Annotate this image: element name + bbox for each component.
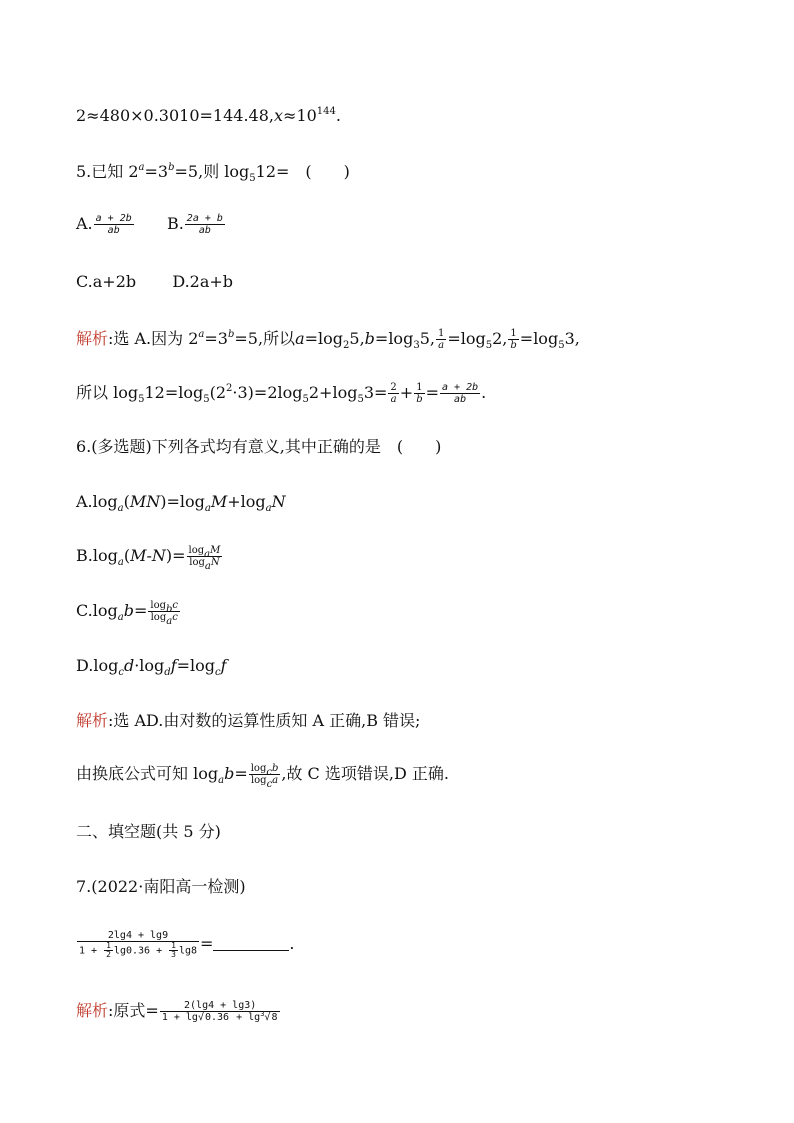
den: a (390, 394, 397, 405)
q6-option-a: $A.\log_a(MN)=\log_aM+\log_aN$ (76, 492, 286, 514)
num: 1 (414, 382, 424, 394)
section-heading: 二、填空题(共 5 分) (76, 822, 221, 841)
exponent: 144 (316, 106, 336, 117)
num: 1 (437, 328, 445, 339)
den: b (416, 394, 423, 405)
answer-blank[interactable] (213, 936, 289, 951)
fraction (414, 382, 424, 405)
exp-b: b (168, 162, 175, 173)
den-part: lg0.36 + (113, 945, 169, 957)
fraction (388, 382, 398, 405)
var: M (210, 492, 228, 511)
sub: a (265, 503, 272, 514)
var: d (123, 656, 135, 675)
sqrt-content: 0.36 (204, 1012, 230, 1023)
num: $\log_cb$ (250, 763, 279, 778)
solution-7 (76, 1000, 281, 1023)
den: $\log_ac$ (150, 612, 178, 627)
sol-text: 2, (492, 329, 508, 348)
num: $\log_aM$ (188, 545, 221, 560)
option-d: D.2a+b (172, 272, 234, 291)
equals: = (200, 934, 214, 953)
den-part: 1 + (79, 945, 104, 957)
numerator: 2a + b (186, 213, 223, 224)
sol-text: =log (447, 329, 486, 348)
sub: c (215, 667, 221, 678)
sol-text: (2 (209, 383, 227, 402)
exp-a: a (138, 162, 145, 173)
var-x: x (274, 106, 284, 125)
sub: 5 (203, 394, 210, 405)
fraction (440, 382, 480, 405)
var: M (130, 546, 147, 565)
sol-text: 所以 log (76, 383, 139, 402)
num: a + 2b (442, 382, 479, 393)
sub: 5 (357, 394, 364, 405)
sol-text: :选 A.因为 2 (108, 329, 199, 348)
sol-text: :原式= (108, 1001, 159, 1020)
sol-text: + (399, 383, 414, 402)
den (77, 942, 199, 959)
sub: a (117, 503, 124, 514)
var: b (224, 764, 235, 783)
option-a-fraction (94, 213, 134, 236)
solution-5-line-2 (76, 382, 486, 405)
sub: 3 (413, 340, 420, 351)
sub: 2 (343, 340, 350, 351)
sol-text: 3, (564, 329, 580, 348)
sol-text: 5, (419, 329, 435, 348)
sub: c (118, 667, 124, 678)
options-cd (76, 272, 233, 292)
fraction (249, 763, 281, 790)
var: f (170, 656, 177, 675)
opt-text: B.log (76, 546, 118, 565)
jiexi-label: 解析 (76, 329, 109, 348)
log-base: 5 (249, 173, 256, 184)
num: 1 (508, 328, 518, 340)
sub: 5 (138, 394, 145, 405)
var: a (295, 329, 305, 348)
den-part: 1 + lg (161, 1012, 198, 1023)
den: ab (454, 394, 467, 405)
den: a (438, 340, 445, 351)
q5-text: =5,则 log (174, 162, 250, 181)
sub: d (164, 667, 171, 678)
sol-text: ,故 C 选项错误,D 正确. (281, 764, 449, 783)
sol-text: :选 AD.由对数的运算性质知 A 正确,B 错误; (108, 711, 421, 730)
jiexi-label: 解析 (76, 1001, 109, 1020)
period: . (335, 106, 341, 125)
opt-text: A.log (76, 492, 118, 511)
question-7: 7.(2022·南阳高一检测) (76, 877, 246, 896)
solution-6-line-2: 由换底公式可知 $\log_ab=$ $\frac{\log_cb}{\log_ca}$ ,故 C 选项错误,D 正确. (76, 763, 449, 790)
solution-6-line-1 (76, 711, 420, 731)
sol7-fraction (160, 1000, 281, 1023)
var: N (271, 492, 286, 511)
q6-option-d: $D.\log_cd\cdot\log_df=\log_cf$ (76, 656, 227, 678)
exp: b (227, 329, 235, 340)
sol-text: =log (304, 329, 344, 348)
sol-text: =3 (204, 329, 228, 348)
sol-text: = (425, 383, 440, 402)
question-6: 6.(多选题)下列各式均有意义,其中正确的是 ( ) (76, 437, 442, 456)
sub: 5 (485, 340, 493, 351)
sub: 5 (558, 340, 565, 351)
sol-text: 由换底公式可知 log (76, 764, 219, 783)
sol-text: 12=log (144, 383, 204, 402)
q6-option-c: $C.\log_ab=$ $\frac{\log_bc}{\log_ac}$ (76, 600, 179, 627)
question-5 (76, 162, 350, 182)
option-a-label: A. (76, 214, 93, 233)
q7-fraction (77, 930, 199, 959)
opt-text: C.log (76, 601, 118, 620)
opt-text: D.log (76, 656, 119, 675)
sol-text: 3= (363, 383, 388, 402)
sub: 5 (302, 394, 309, 405)
den: $1 + \lg√0.36 + \lg^3√8$ (161, 1010, 278, 1023)
exp: a (198, 329, 205, 340)
fraction (508, 328, 518, 351)
fraction (436, 328, 446, 351)
sub: a (204, 503, 211, 514)
expr: ≈10 (283, 106, 317, 125)
den-part: + lg (230, 1012, 261, 1023)
denominator: ab (107, 225, 120, 236)
sol-text: ·3)=2log (232, 383, 303, 402)
sol-text: =5,所以 (234, 329, 296, 348)
option-b-fraction (185, 213, 225, 236)
den: $\log_ca$ (250, 775, 279, 790)
den: $\log_aN$ (189, 557, 220, 572)
den: b (510, 340, 517, 351)
half: $\frac{1}{2}$ (106, 941, 111, 959)
fraction (187, 545, 223, 572)
q7-expression (76, 930, 295, 959)
fraction (148, 600, 180, 627)
var: f (220, 656, 227, 675)
numerator: a + 2b (95, 213, 132, 224)
sol-text: =log (519, 329, 559, 348)
solution-5-line-1 (76, 328, 580, 351)
q6-option-b: $B.\log_a(M-N)=$ $\frac{\log_aM}{\log_aN}$ (76, 545, 221, 572)
q5-text: 12= ( ) (255, 162, 350, 181)
option-b-label: B. (166, 214, 184, 233)
sub: a (117, 557, 124, 568)
jiexi-label: 解析 (76, 711, 109, 730)
q5-text: =3 (144, 162, 169, 181)
third: $\frac{1}{3}$ (171, 941, 176, 959)
sqrt-content: 8 (271, 1012, 278, 1023)
sol-text: . (481, 383, 487, 402)
num: $\log_bc$ (150, 600, 179, 615)
options-ab (76, 213, 226, 236)
var: b (123, 601, 134, 620)
num: 2(lg4 + lg3) (160, 1000, 281, 1012)
num: 2lg4 + lg9 (77, 930, 199, 942)
period: . (289, 934, 295, 953)
q5-text: 5.已知 2 (76, 162, 139, 181)
option-c: C.a+2b (76, 272, 137, 291)
den-part: lg8 (178, 945, 197, 957)
var: MN (129, 492, 161, 511)
num: 2 (390, 382, 397, 393)
var: N (151, 546, 166, 565)
expr: 2≈480×0.3010=144.48, (76, 106, 274, 125)
denominator: ab (198, 225, 211, 236)
sub: a (117, 612, 124, 623)
sol-text: =log (374, 329, 414, 348)
sol-text: 5, (349, 329, 365, 348)
sub: a (218, 775, 225, 786)
text-line-1 (76, 106, 341, 126)
exp: 2 (226, 383, 233, 394)
var: b (364, 329, 375, 348)
sol-text: 2+log (308, 383, 358, 402)
